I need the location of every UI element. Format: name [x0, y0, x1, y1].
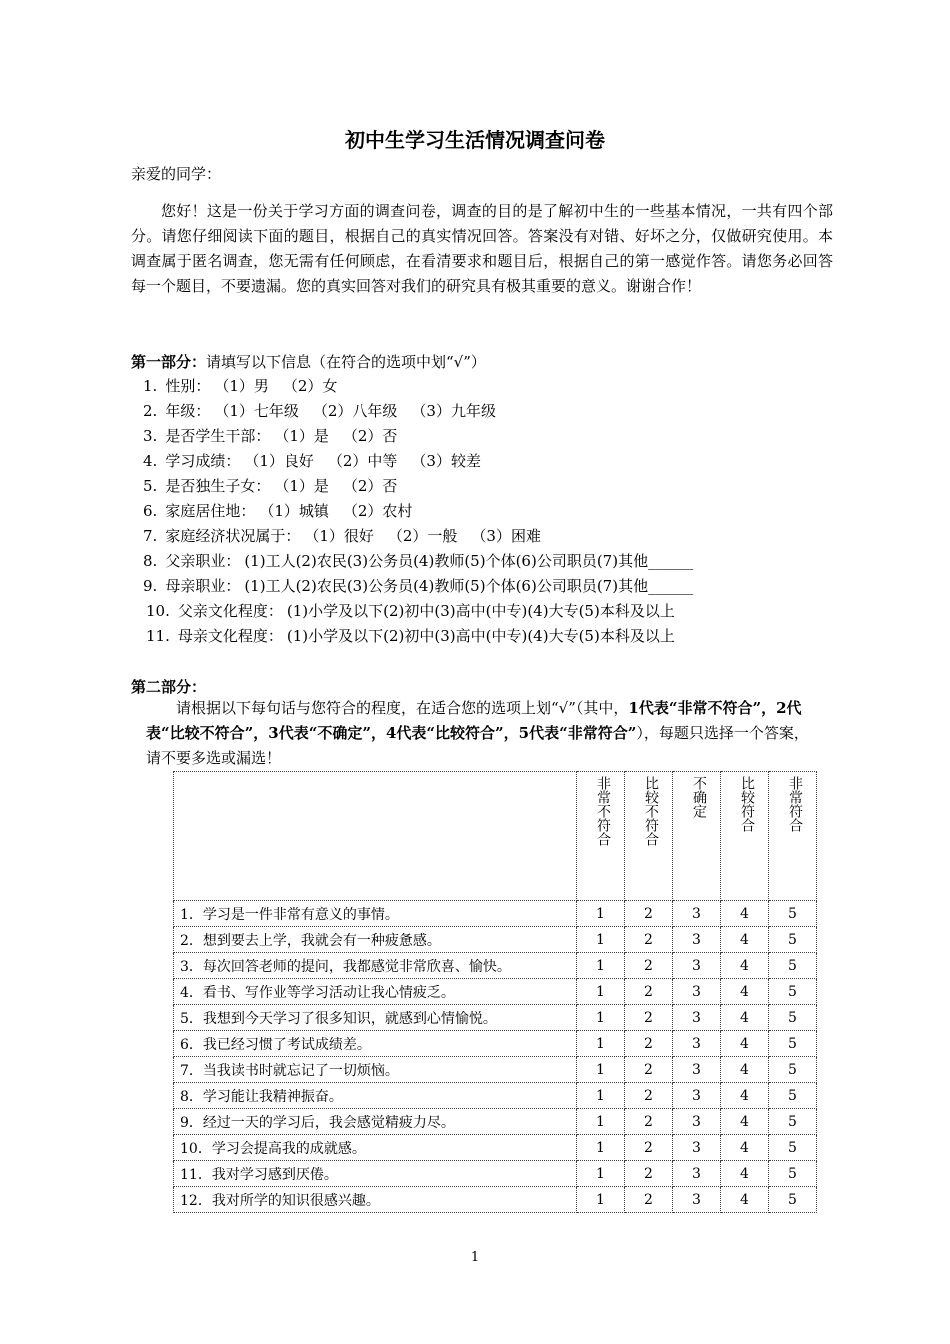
rating-option-cell[interactable]: 1 — [577, 1187, 625, 1213]
question-option[interactable]: (1)小学及以下(2)初中(3)高中(中专)(4)大专(5)本科及以上 — [286, 627, 675, 645]
question-option[interactable]: (1)小学及以下(2)初中(3)高中(中专)(4)大专(5)本科及以上 — [286, 602, 675, 620]
part1-question — [143, 474, 397, 498]
rating-option-cell[interactable]: 5 — [769, 1187, 817, 1213]
question-number: 10. — [146, 602, 170, 620]
rating-option-cell[interactable]: 3 — [673, 927, 721, 953]
rating-option-cell[interactable]: 1 — [577, 1135, 625, 1161]
rating-option-cell[interactable]: 3 — [673, 1187, 721, 1213]
question-label: 母亲职业： — [165, 577, 241, 595]
rating-option-cell[interactable]: 2 — [625, 1135, 673, 1161]
statement-cell: 11．我对学习感到厌倦。 — [174, 1161, 577, 1187]
question-option[interactable]: （2）农村 — [342, 502, 413, 520]
rating-option-cell[interactable]: 5 — [769, 1135, 817, 1161]
part1-question — [143, 424, 397, 448]
question-option[interactable]: （1）男 — [214, 377, 269, 395]
question-option[interactable]: （2）女 — [282, 377, 338, 395]
rating-option-cell[interactable]: 4 — [721, 1135, 769, 1161]
question-label: 是否学生干部： — [165, 427, 271, 445]
rating-column-header: 比较不符合 — [625, 772, 673, 901]
rating-option-cell[interactable]: 2 — [625, 1187, 673, 1213]
rating-option-cell[interactable]: 1 — [577, 1109, 625, 1135]
part1-question — [143, 449, 481, 473]
rating-option-cell[interactable]: 1 — [577, 953, 625, 979]
rating-option-cell[interactable]: 5 — [769, 1109, 817, 1135]
rating-option-cell[interactable]: 2 — [625, 901, 673, 927]
rating-option-cell[interactable]: 4 — [721, 953, 769, 979]
rating-option-cell[interactable]: 5 — [769, 1057, 817, 1083]
rating-option-cell[interactable]: 3 — [673, 1109, 721, 1135]
rating-option-cell[interactable]: 5 — [769, 1031, 817, 1057]
rating-option-cell[interactable]: 1 — [577, 927, 625, 953]
question-label: 性别： — [165, 377, 211, 395]
part2-instruction-a: 请根据以下每句话与您符合的程度，在适合您的选项上划“√”（其中， — [176, 699, 629, 717]
question-option[interactable]: （3）较差 — [411, 452, 481, 470]
question-option[interactable]: （1）是 — [274, 477, 329, 495]
part1-question — [146, 624, 675, 648]
rating-option-cell[interactable]: 2 — [625, 927, 673, 953]
part1-label: 第一部分： — [131, 353, 207, 371]
rating-option-cell[interactable]: 3 — [673, 1005, 721, 1031]
rating-option-cell[interactable]: 5 — [769, 953, 817, 979]
question-option[interactable]: （2）否 — [342, 427, 398, 445]
table-row — [174, 1083, 817, 1109]
rating-column-header: 非常不符合 — [577, 772, 625, 901]
question-option[interactable]: （1）城镇 — [259, 502, 329, 520]
intro-paragraph: 您好！这是一份关于学习方面的调查问卷，调查的目的是了解初中生的一些基本情况，一共有四个部分。请您仔细阅读下面的题目，根据自己的真实情况回答。答案没有对错、好坏之分，仅做研究使用。本调查属于匿名调查，您无需有任何顾虑，在看清要求和题目后，根据自己的第一感觉作答。请您务必回答每一个题目，不要遗漏。您的真实回答对我们的研究具有极其重要的意义。谢谢合作！ — [131, 202, 833, 295]
question-option[interactable]: （3）困难 — [471, 527, 541, 545]
table-row — [174, 1057, 817, 1083]
statement-cell: 9．经过一天的学习后，我会感觉精疲力尽。 — [174, 1109, 577, 1135]
rating-option-cell[interactable]: 3 — [673, 979, 721, 1005]
rating-option-cell[interactable]: 2 — [625, 1083, 673, 1109]
part1-question — [143, 499, 412, 523]
part1-question — [146, 599, 675, 623]
question-option[interactable]: （3）九年级 — [411, 402, 496, 420]
rating-option-cell[interactable]: 4 — [721, 1031, 769, 1057]
table-row — [174, 1161, 817, 1187]
part2-heading: 第二部分： — [131, 678, 207, 696]
question-number: 5. — [143, 477, 158, 495]
question-label: 母亲文化程度： — [177, 627, 283, 645]
part2-instruction-b: 1代表“非常不符合”，2代表“比较不符合”，3代表“不确定”，4代表“比较符合”，5代表“非常符合” — [146, 699, 802, 742]
rating-option-cell[interactable]: 4 — [721, 901, 769, 927]
question-number: 9. — [143, 577, 158, 595]
statement-cell: 3．每次回答老师的提问，我都感觉非常欣喜、愉快。 — [174, 953, 577, 979]
question-number: 3. — [143, 427, 158, 445]
statement-cell: 12．我对所学的知识很感兴趣。 — [174, 1187, 577, 1213]
table-row — [174, 1005, 817, 1031]
rating-option-cell[interactable]: 5 — [769, 1083, 817, 1109]
question-label: 年级： — [165, 402, 211, 420]
greeting: 亲爱的同学： — [131, 165, 222, 183]
rating-option-cell[interactable]: 4 — [721, 1083, 769, 1109]
rating-option-cell[interactable]: 2 — [625, 1005, 673, 1031]
part2-instruction — [146, 696, 810, 771]
rating-option-cell[interactable]: 3 — [673, 1031, 721, 1057]
rating-column-header: 不确定 — [673, 772, 721, 901]
table-row — [174, 1109, 817, 1135]
rating-option-cell[interactable]: 3 — [673, 901, 721, 927]
rating-option-cell[interactable]: 1 — [577, 1005, 625, 1031]
question-option[interactable]: （2）一般 — [387, 527, 458, 545]
question-label: 是否独生子女： — [165, 477, 271, 495]
rating-option-cell[interactable]: 2 — [625, 953, 673, 979]
rating-option-cell[interactable]: 5 — [769, 979, 817, 1005]
table-row — [174, 927, 817, 953]
question-option[interactable]: （2）否 — [342, 477, 398, 495]
table-row — [174, 901, 817, 927]
table-row — [174, 953, 817, 979]
table-row — [174, 1135, 817, 1161]
statement-cell: 5．我想到今天学习了很多知识，就感到心情愉悦。 — [174, 1005, 577, 1031]
rating-option-cell[interactable]: 2 — [625, 1109, 673, 1135]
rating-option-cell[interactable]: 1 — [577, 1083, 625, 1109]
question-option[interactable]: （1）七年级 — [214, 402, 299, 420]
rating-option-cell[interactable]: 5 — [769, 901, 817, 927]
question-label: 父亲职业： — [165, 552, 241, 570]
page-number: 1 — [470, 1250, 480, 1265]
part1-heading — [131, 351, 486, 372]
question-option[interactable]: （1）很好 — [304, 527, 374, 545]
statement-header-cell — [174, 772, 577, 901]
rating-option-cell[interactable]: 2 — [625, 1161, 673, 1187]
question-number: 1. — [143, 377, 158, 395]
rating-option-cell[interactable]: 4 — [721, 1161, 769, 1187]
rating-table — [173, 771, 817, 1213]
part1-question — [143, 374, 337, 398]
rating-option-cell[interactable]: 4 — [721, 1109, 769, 1135]
table-row — [174, 1187, 817, 1213]
question-number: 4. — [143, 452, 158, 470]
question-label: 家庭居住地： — [165, 502, 256, 520]
rating-option-cell[interactable]: 3 — [673, 1135, 721, 1161]
statement-cell: 10．学习会提高我的成就感。 — [174, 1135, 577, 1161]
question-label: 学习成绩： — [165, 452, 241, 470]
statement-cell: 2．想到要去上学，我就会有一种疲惫感。 — [174, 927, 577, 953]
rating-option-cell[interactable]: 1 — [577, 1057, 625, 1083]
question-number: 7. — [143, 527, 158, 545]
rating-option-cell[interactable]: 1 — [577, 901, 625, 927]
statement-cell: 6．我已经习惯了考试成绩差。 — [174, 1031, 577, 1057]
question-label: 父亲文化程度： — [177, 602, 283, 620]
rating-option-cell[interactable]: 4 — [721, 1005, 769, 1031]
table-row — [174, 979, 817, 1005]
question-number: 8. — [143, 552, 158, 570]
rating-option-cell[interactable]: 1 — [577, 1031, 625, 1057]
rating-option-cell[interactable]: 3 — [673, 1083, 721, 1109]
page-title: 初中生学习生活情况调查问卷 — [345, 128, 605, 152]
rating-option-cell[interactable]: 4 — [721, 979, 769, 1005]
part1-question — [143, 574, 693, 598]
question-option[interactable]: （1）是 — [274, 427, 329, 445]
statement-cell: 1．学习是一件非常有意义的事情。 — [174, 901, 577, 927]
statement-cell: 8．学习能让我精神振奋。 — [174, 1083, 577, 1109]
question-label: 家庭经济状况属于： — [165, 527, 301, 545]
question-option[interactable]: （2）八年级 — [312, 402, 398, 420]
rating-option-cell[interactable]: 4 — [721, 1187, 769, 1213]
rating-option-cell[interactable]: 4 — [721, 1057, 769, 1083]
rating-option-cell[interactable]: 2 — [625, 1057, 673, 1083]
question-number: 11. — [146, 627, 170, 645]
part2-instruction-c: ），每题只选择一个答案，请不要多选或漏选！ — [146, 724, 809, 767]
rating-option-cell[interactable]: 2 — [625, 1031, 673, 1057]
part1-question — [143, 399, 496, 423]
rating-option-cell[interactable]: 5 — [769, 1161, 817, 1187]
table-row — [174, 1031, 817, 1057]
rating-option-cell[interactable]: 3 — [673, 953, 721, 979]
question-option[interactable]: (1)工人(2)农民(3)公务员(4)教师(5)个体(6)公司职员(7)其他______ — [244, 577, 694, 595]
rating-option-cell[interactable]: 2 — [625, 979, 673, 1005]
rating-column-header: 非常符合 — [769, 772, 817, 901]
rating-option-cell[interactable]: 3 — [673, 1057, 721, 1083]
rating-option-cell[interactable]: 3 — [673, 1161, 721, 1187]
rating-option-cell[interactable]: 5 — [769, 1005, 817, 1031]
question-option[interactable]: (1)工人(2)农民(3)公务员(4)教师(5)个体(6)公司职员(7)其他______ — [244, 552, 694, 570]
part1-question — [143, 549, 693, 573]
statement-cell: 4．看书、写作业等学习活动让我心情疲乏。 — [174, 979, 577, 1005]
statement-cell: 7．当我读书时就忘记了一切烦恼。 — [174, 1057, 577, 1083]
part1-instruction: 请填写以下信息（在符合的选项中划“√”） — [206, 353, 486, 371]
question-option[interactable]: （1）良好 — [244, 452, 314, 470]
question-number: 6. — [143, 502, 158, 520]
rating-option-cell[interactable]: 4 — [721, 927, 769, 953]
question-option[interactable]: （2）中等 — [327, 452, 398, 470]
rating-table-header — [174, 772, 817, 901]
rating-option-cell[interactable]: 5 — [769, 927, 817, 953]
rating-option-cell[interactable]: 1 — [577, 979, 625, 1005]
part1-question — [143, 524, 541, 548]
question-number: 2. — [143, 402, 158, 420]
rating-option-cell[interactable]: 1 — [577, 1161, 625, 1187]
rating-column-header: 比较符合 — [721, 772, 769, 901]
